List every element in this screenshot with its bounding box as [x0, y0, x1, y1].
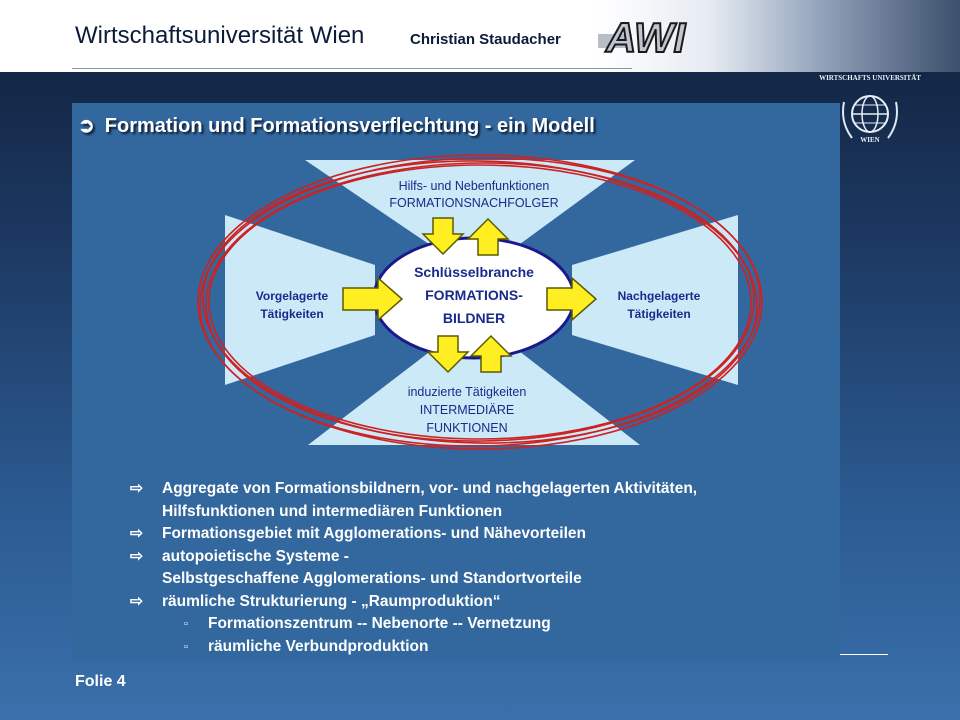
- sub-bullet-text: räumliche Verbundproduktion: [208, 637, 429, 655]
- bullet-text: autopoietische Systeme -: [162, 547, 349, 565]
- right-segment-line2: Tätigkeiten: [627, 307, 691, 321]
- bullet-item: [130, 523, 697, 546]
- awi-logo: [598, 10, 702, 61]
- square-bullet-icon: ▫: [184, 640, 188, 653]
- bullet-text: Selbstgeschaffene Agglomerations- und Standortvorteile: [162, 570, 582, 587]
- bullet-item: [130, 478, 697, 523]
- bottom-segment-line3: FUNKTIONEN: [426, 421, 508, 435]
- title-arrow-icon: ➲: [78, 115, 95, 137]
- top-segment-line2: FORMATIONSNACHFOLGER: [389, 196, 559, 210]
- awi-logo-text: AWI: [606, 14, 686, 61]
- header-divider: [72, 68, 632, 69]
- left-segment-line1: Vorgelagerte: [255, 289, 329, 303]
- top-segment-line1: Hilfs- und Nebenfunktionen: [398, 179, 550, 193]
- center-line2: FORMATIONS-: [425, 287, 523, 303]
- arrow-bullet-icon: ⇨: [130, 525, 143, 542]
- bullet-list: [130, 478, 697, 658]
- bullet-text: Formationsgebiet mit Agglomerations- und Nähevorteilen: [162, 525, 586, 542]
- sub-bullet-text: Formationszentrum -- Nebenorte -- Vernetzung: [208, 615, 551, 632]
- bullet-text: Hilfsfunktionen und intermediären Funktionen: [162, 502, 503, 520]
- arrow-bullet-icon: ⇨: [130, 547, 143, 565]
- seal-text-bottom: WIEN: [860, 136, 880, 144]
- bullet-text: Aggregate von Formationsbildnern, vor- und nachgelagerten Aktivitäten,: [162, 480, 698, 497]
- footer-divider: [840, 654, 888, 655]
- university-name: Wirtschaftsuniversität Wien: [75, 22, 365, 49]
- bottom-segment-line2: INTERMEDIÄRE: [419, 403, 515, 417]
- right-segment-line1: Nachgelagerte: [617, 289, 701, 303]
- center-line3: BILDNER: [442, 310, 506, 326]
- slide-number: Folie 4: [75, 673, 126, 690]
- sub-bullet-item: [130, 613, 697, 636]
- university-seal: [819, 72, 921, 152]
- sub-bullet-item: [130, 636, 697, 659]
- author-name: Christian Staudacher: [410, 31, 561, 48]
- bullet-text: räumliche Strukturierung - „Raumproduktion“: [162, 592, 501, 610]
- center-line1: Schlüsselbranche: [414, 264, 534, 280]
- bullet-item: [130, 546, 697, 591]
- arrow-bullet-icon: ⇨: [130, 592, 143, 610]
- formation-diagram: [190, 150, 760, 460]
- bullet-item: [130, 591, 697, 614]
- bottom-segment-line1: induzierte Tätigkeiten: [407, 385, 527, 399]
- slide-title-text: Formation und Formationsverflechtung - ein Modell: [104, 115, 595, 137]
- square-bullet-icon: ▫: [184, 618, 188, 630]
- seal-text-top: WIRTSCHAFTS UNIVERSITÄT: [819, 74, 921, 82]
- left-segment-line2: Tätigkeiten: [260, 307, 324, 321]
- arrow-bullet-icon: ⇨: [130, 480, 143, 497]
- slide-title: [78, 113, 595, 138]
